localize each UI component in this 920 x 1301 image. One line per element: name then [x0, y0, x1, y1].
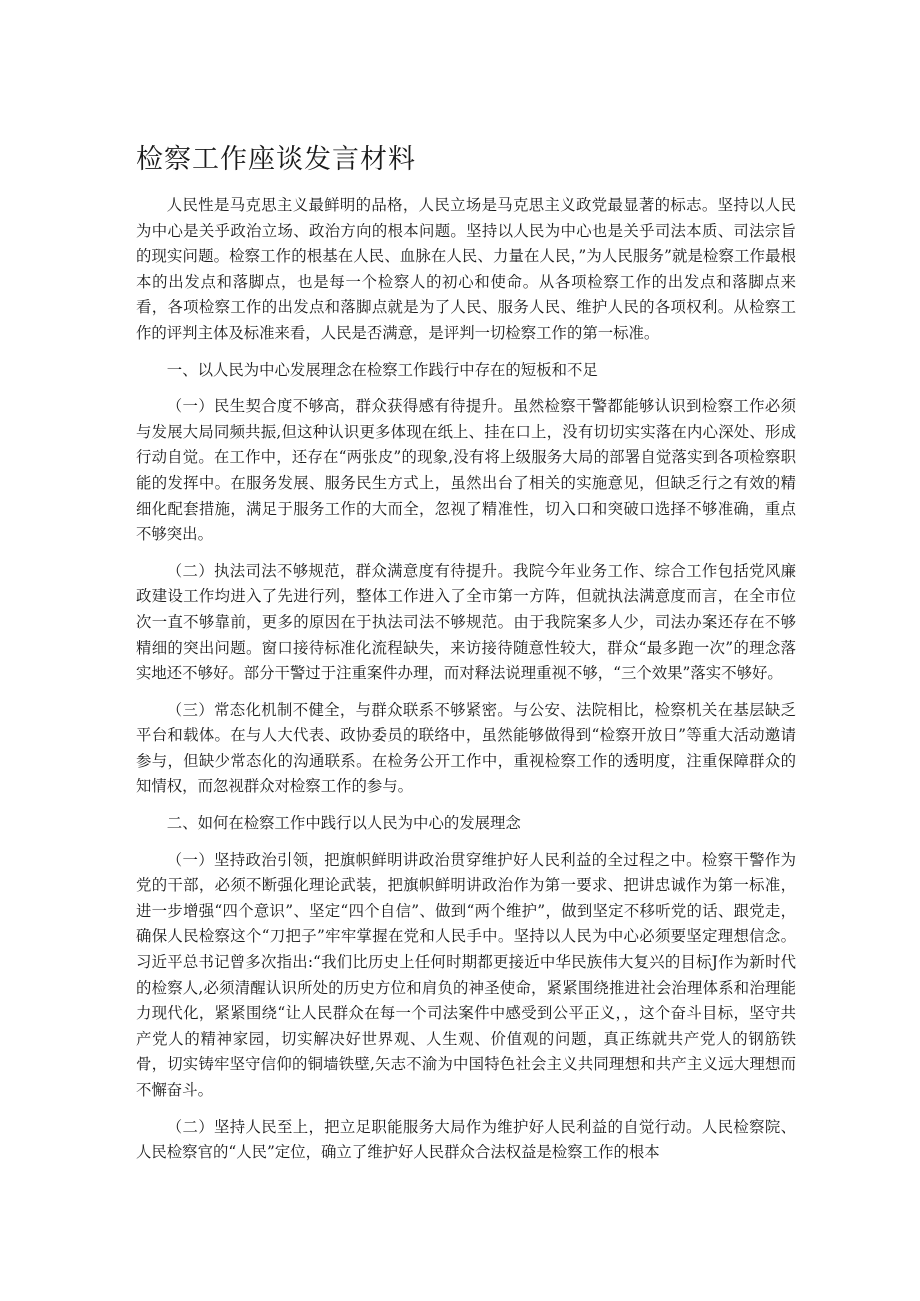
intro-paragraph: 人民性是马克思主义最鲜明的品格，人民立场是马克思主义政党最显著的标志。坚持以人民为中心是关乎政治立场、政治方向的根本问题。坚持以人民为中心也是关乎司法本质、司法宗旨的现实问题。检察工作的根基在人民、血脉在人民、力量在人民，”为人民服务”就是检察工作最根本的出发点和落脚点，也是每一个检察人的初心和使命。从各项检察工作的出发点和落脚点来看，各项检察工作的出发点和落脚点就是为了人民、服务人民、维护人民的各项权利。从检察工作的评判主体及标准来看，人民是否满意，是评判一切检察工作的第一标准。 — [136, 196, 796, 342]
section-1-paragraph-1: （一）民生契合度不够高，群众获得感有待提升。虽然检察干警都能够认识到检察工作必须与发展大局同频共振,但这种认识更多体现在纸上、挂在口上，没有切切实实落在内心深处、形成行动自觉。在工作中，还存在“两张皮”的现象,没有将上级服务大局的部署自觉落实到各项检察职能的发挥中。在服务发展、服务民生方式上，虽然出台了相关的实施意见，但缺乏行之有效的精细化配套措施，满足于服务工作的大而全，忽视了精准性，切入口和突破口选择不够准确，重点不够突出。 — [136, 397, 796, 544]
section-1-heading: 一、以人民为中心发展理念在检察工作践行中存在的短板和不足 — [166, 360, 598, 379]
document-title: 检察工作座谈发言材料 — [136, 144, 416, 175]
document-page — [136, 140, 796, 1177]
section-2-paragraph-1: （一）坚持政治引领，把旗帜鲜明讲政治贯穿维护好人民利益的全过程之中。检察干警作为党的干部，必须不断强化理论武装，把旗帜鲜明讲政治作为第一要求、把讲忠诚作为第一标准，进一步增强“四个意识”、坚定“四个自信”、做到“两个维护”，做到坚定不移听党的话、跟党走，确保人民检察这个“刀把子”牢牢掌握在党和人民手中。坚持以人民为中心必须要坚定理想信念。习近平总书记曾多次指出:“我们比历史上任何时期都更接近中华民族伟大复兴的目标J作为新时代的检察人,必须清醒认识所处的历史方位和肩负的神圣使命，紧紧围绕推进社会治理体系和治理能力现代化，紧紧围绕“让人民群众在每一个司法案件中感受到公平正义，，这个奋斗目标，坚守共产党人的精神家园，切实解决好世界观、人生观、价值观的问题，真正练就共产党人的钢筋铁骨，切实铸牢坚守信仰的铜墙铁壁,矢志不渝为中国特色社会主义共同理想和共产主义远大理想而不懈奋斗。 — [136, 850, 796, 1099]
section-2-heading: 二、如何在检察工作中践行以人民为中心的发展理念 — [166, 814, 521, 833]
section-2-paragraph-2: （二）坚持人民至上，把立足职能服务大局作为维护好人民利益的自觉行动。人民检察院、人民检察官的“人民”定位，确立了维护好人民群众合法权益是检察工作的根本 — [136, 1117, 796, 1162]
section-1-paragraph-2: （二）执法司法不够规范，群众满意度有待提升。我院今年业务工作、综合工作包括党风廉政建设工作均进入了先进行列，整体工作进入了全市第一方阵，但就执法满意度而言，在全市位次一直不够靠前，更多的原因在于执法司法不够规范。由于我院案多人少，司法办案还存在不够精细的突出问题。窗口接待标准化流程缺失，来访接待随意性较大，群众“最多跑一次”的理念落实地还不够好。部分干警过于注重案件办理，而对释法说理重视不够，“三个效果”落实不够好。 — [136, 561, 796, 683]
section-1-paragraph-3: （三）常态化机制不健全，与群众联系不够紧密。与公安、法院相比，检察机关在基层缺乏平台和载体。在与人大代表、政协委员的联络中，虽然能够做得到“检察开放日”等重大活动邀请参与，但缺少常态化的沟通联系。在检务公开工作中，重视检察工作的透明度，注重保障群众的知情权，而忽视群众对检察工作的参与。 — [136, 700, 796, 796]
